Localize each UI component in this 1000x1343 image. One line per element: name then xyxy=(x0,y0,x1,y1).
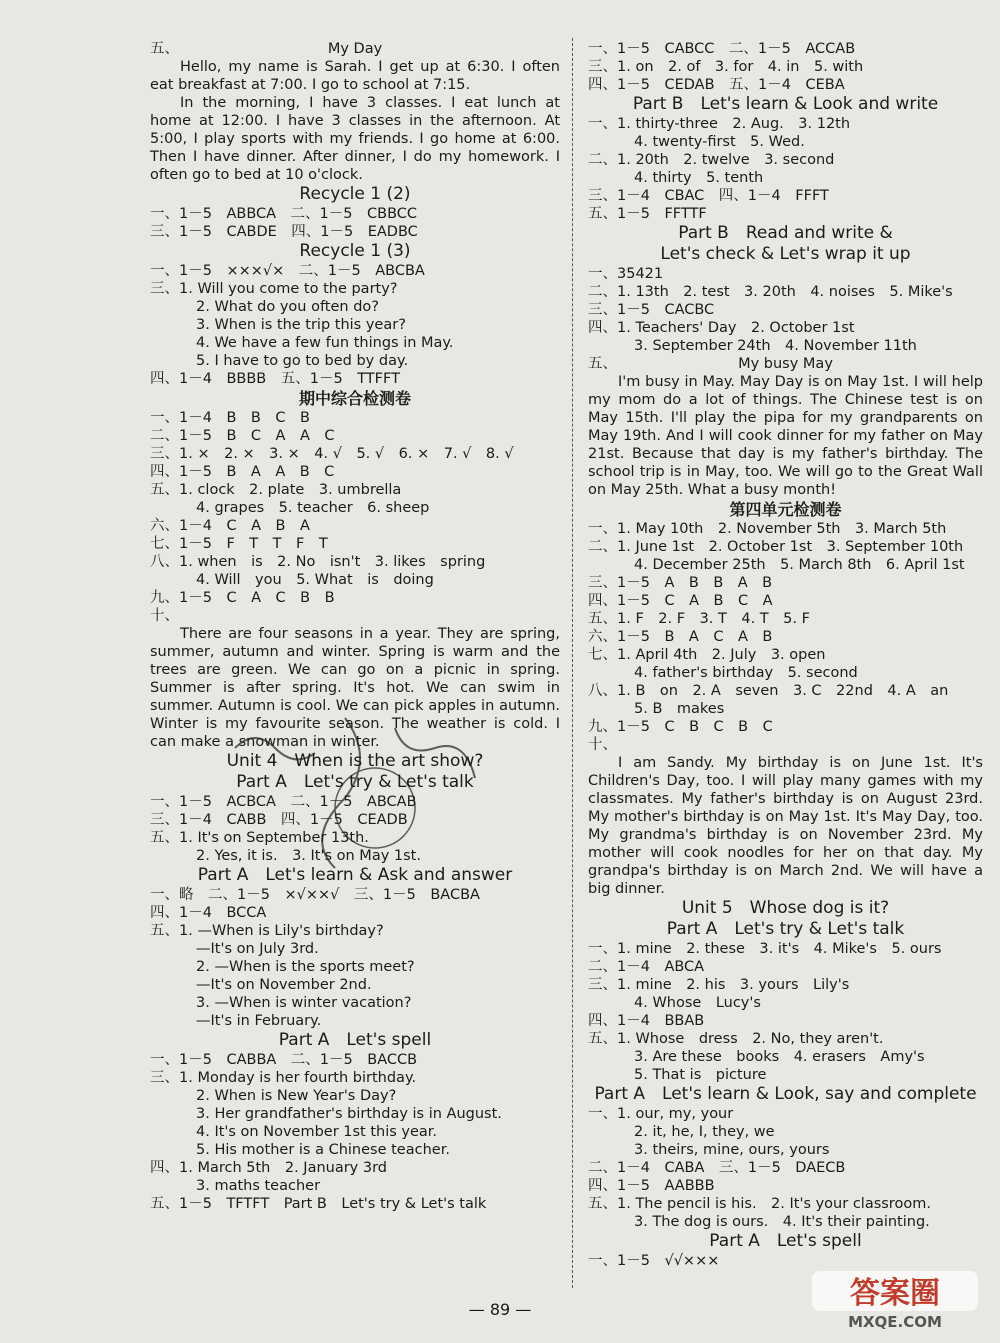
answer-line: 三、1. Monday is her fourth birthday. xyxy=(150,1070,417,1086)
left-column xyxy=(150,40,560,1213)
answer-line: —It's in February. xyxy=(196,1013,322,1029)
right-column xyxy=(588,40,983,1270)
answer-line: 一、1－5 ABBCA 二、1－5 CBBCC xyxy=(150,206,418,222)
answer-line: 4. December 25th 5. March 8th 6. April 1st xyxy=(634,557,965,573)
answer-line: 六、1－4 C A B A xyxy=(150,518,310,534)
answer-line: 3. September 24th 4. November 11th xyxy=(634,338,917,354)
page-number: — 89 — xyxy=(468,1300,532,1319)
answer-line: 三、1－5 CABDE 四、1－5 EADBC xyxy=(150,224,418,240)
answer-line: 四、1. March 5th 2. January 3rd xyxy=(150,1160,388,1176)
answer-line: 3. Her grandfather's birthday is in August. xyxy=(196,1106,502,1122)
logo-domain-text: MXQE.COM xyxy=(848,1313,942,1331)
section-heading: Part A Let's spell xyxy=(278,1030,432,1050)
answer-line: 2. Yes, it is. 3. It's on May 1st. xyxy=(196,848,421,864)
answer-line: 三、1. mine 2. his 3. yours Lily's xyxy=(588,977,850,993)
answer-line: 一、35421 xyxy=(588,266,664,282)
logo-cn-text: 答案圈 xyxy=(850,1276,940,1311)
answer-line: 5. I have to go to bed by day. xyxy=(196,353,409,369)
answer-line: 二、1. 20th 2. twelve 3. second xyxy=(588,152,835,168)
answer-line: 2. When is New Year's Day? xyxy=(196,1088,397,1104)
section-heading: Part A Let's try & Let's talk xyxy=(236,772,474,792)
answer-line: 3. theirs, mine, ours, yours xyxy=(634,1142,830,1158)
answer-line: 4. We have a few fun things in May. xyxy=(196,335,454,351)
answer-line: 五、1. clock 2. plate 3. umbrella xyxy=(150,482,402,498)
column-divider xyxy=(572,38,573,1288)
answer-line: 2. What do you often do? xyxy=(196,299,379,315)
answer-line: 三、1－4 CBAC 四、1－4 FFFT xyxy=(588,188,829,204)
answer-line: 一、1. thirty-three 2. Aug. 3. 12th xyxy=(588,116,851,132)
answer-line: 五、1－5 TFTFT Part B Let's try & Let's talk xyxy=(150,1196,487,1212)
section-title-row xyxy=(150,40,560,58)
answer-line: 3. The dog is ours. 4. It's their painting. xyxy=(634,1214,930,1230)
answer-line: 五、1. Whose dress 2. No, they aren't. xyxy=(588,1031,884,1047)
answer-line: 七、1－5 F T T F T xyxy=(150,536,328,552)
answer-line: 五、1. —When is Lily's birthday? xyxy=(150,923,384,939)
answer-line: 三、1. on 2. of 3. for 4. in 5. with xyxy=(588,59,864,75)
section-heading: Part A Let's spell xyxy=(709,1231,862,1251)
answer-line: 一、1－5 CABCC 二、1－5 ACCAB xyxy=(588,41,856,57)
answer-line: 一、1. our, my, your xyxy=(588,1106,734,1122)
answer-line: 五、1－5 FFTTF xyxy=(588,206,707,222)
answer-line: 二、1－5 B C A A C xyxy=(150,428,335,444)
answer-line: 三、1－4 CABB 四、1－5 CEADB xyxy=(150,812,408,828)
section-heading: 期中综合检测卷 xyxy=(298,389,411,408)
answer-line: 5. That is picture xyxy=(634,1067,767,1083)
answer-line: 八、1. B on 2. A seven 3. C 22nd 4. A an xyxy=(588,683,949,699)
section-heading: Part A Let's learn & Look, say and complete xyxy=(594,1084,977,1104)
answer-line: 一、略 二、1－5 ×√××√ 三、1－5 BACBA xyxy=(150,887,480,903)
section-heading: Unit 5 Whose dog is it? xyxy=(681,898,890,918)
answer-line: 一、1－5 ×××√× 二、1－5 ABCBA xyxy=(150,263,425,279)
answer-line: 四、1－5 CEDAB 五、1－4 CEBA xyxy=(588,77,845,93)
paragraph: I'm busy in May. May Day is on May 1st. I will help my mom do a lot of things. The Chinese test is on May 15th. I'll play the pipa for my grandparents on May 19th. And I will cook dinner for my father on May 21st. Because that day is my father's birthday. The school trip is in May, too. We will go to the Great Wall on May 25th. What a busy month! xyxy=(588,374,983,498)
answer-line: 5. His mother is a Chinese teacher. xyxy=(196,1142,450,1158)
answer-line: 二、1－4 ABCA xyxy=(588,959,705,975)
section-heading: Recycle 1 (2) xyxy=(299,184,411,204)
watermark-logo xyxy=(810,1269,980,1331)
answer-line: 四、1－4 BBBB 五、1－5 TTFFT xyxy=(150,371,400,387)
section-title-row xyxy=(150,607,560,625)
answer-line: 4. twenty-first 5. Wed. xyxy=(634,134,805,150)
answer-line: 五、1. It's on September 13th. xyxy=(150,830,369,846)
answer-line: 二、1. 13th 2. test 3. 20th 4. noises 5. Mike's xyxy=(588,284,953,300)
answer-line: 七、1. April 4th 2. July 3. open xyxy=(588,647,826,663)
answer-line: 3. Are these books 4. erasers Amy's xyxy=(634,1049,925,1065)
answer-line: 2. —When is the sports meet? xyxy=(196,959,415,975)
section-heading: Part B Read and write & xyxy=(678,223,893,243)
answer-line: 三、1－5 CACBC xyxy=(588,302,715,318)
answer-line: 2. it, he, I, they, we xyxy=(634,1124,775,1140)
answer-line: 一、1－5 ACBCA 二、1－5 ABCAB xyxy=(150,794,417,810)
answer-line: 二、1. June 1st 2. October 1st 3. September 10th xyxy=(588,539,964,555)
section-heading: Part A Let's try & Let's talk xyxy=(666,919,905,939)
answer-line: 四、1－4 BCCA xyxy=(150,905,267,921)
section-title-row xyxy=(588,355,983,373)
answer-line: 3. When is the trip this year? xyxy=(196,317,406,333)
section-heading: Part B Let's learn & Look and write xyxy=(632,94,939,114)
answer-line: 四、1－5 B A A B C xyxy=(150,464,335,480)
section-title: My Day xyxy=(327,41,383,57)
answer-line: 四、1－4 BBAB xyxy=(588,1013,705,1029)
answer-line: 3. maths teacher xyxy=(196,1178,321,1194)
answer-line: —It's on July 3rd. xyxy=(196,941,319,957)
answer-line: 3. —When is winter vacation? xyxy=(196,995,412,1011)
section-heading: Recycle 1 (3) xyxy=(299,241,411,261)
answer-line: 4. Whose Lucy's xyxy=(634,995,761,1011)
answer-line: 4. Will you 5. What is doing xyxy=(196,572,434,588)
answer-line: 一、1－5 √√××× xyxy=(588,1253,720,1269)
paragraph: In the morning, I have 3 classes. I eat lunch at home at 12:00. I have 3 classes in the afternoon. At 5:00, I play sports with my friends. I go home at 6:00. Then I have dinner. After dinner, I do my homework. I often go to bed at 10 o'clock. xyxy=(150,95,560,183)
paragraph: I am Sandy. My birthday is on June 1st. It's Children's Day, too. I will play many games with my classmates. My father's birthday is on August 23rd. My mother's birthday is on May 1st. It's May Day, too. My grandma's birthday is on November 23rd. My mother will cook noodles for her on that day. My grandpa's birthday is on March 2nd. We will have a big dinner. xyxy=(588,755,983,897)
section-heading: Part A Let's learn & Ask and answer xyxy=(197,865,513,885)
answer-line: 九、1－5 C B C B C xyxy=(588,719,773,735)
paragraph: There are four seasons in a year. They are spring, summer, autumn and winter. Spring is warm and the trees are green. We can go on a picnic in spring. Summer is after spring. It's hot. We can swim in summer. Autumn is cool. We can pick apples in autumn. Winter is my favourite season. The weather is cold. I can make a snowman in winter. xyxy=(150,626,560,750)
answer-line: 5. B makes xyxy=(634,701,725,717)
answer-line: 四、1. Teachers' Day 2. October 1st xyxy=(588,320,855,336)
section-title-row xyxy=(588,736,983,754)
answer-line: 二、1－4 CABA 三、1－5 DAECB xyxy=(588,1160,846,1176)
answer-line: 四、1－5 AABBB xyxy=(588,1178,715,1194)
section-number: 五、 xyxy=(150,41,179,57)
answer-line: 一、1. May 10th 2. November 5th 3. March 5th xyxy=(588,521,947,537)
answer-line: —It's on November 2nd. xyxy=(196,977,372,993)
answer-line: 三、1. Will you come to the party? xyxy=(150,281,398,297)
answer-line: 4. thirty 5. tenth xyxy=(634,170,764,186)
answer-line: 一、1. mine 2. these 3. it's 4. Mike's 5. ours xyxy=(588,941,942,957)
section-number: 十、 xyxy=(150,608,179,624)
section-number: 五、 xyxy=(588,356,617,372)
answer-line: 4. grapes 5. teacher 6. sheep xyxy=(196,500,430,516)
answer-line: 四、1－5 C A B C A xyxy=(588,593,773,609)
answer-line: 三、1－5 A B B A B xyxy=(588,575,773,591)
answer-line: 六、1－5 B A C A B xyxy=(588,629,773,645)
handwritten-watermark xyxy=(225,698,525,878)
section-heading: Let's check & Let's wrap it up xyxy=(660,244,911,264)
answer-line: 五、1. The pencil is his. 2. It's your classroom. xyxy=(588,1196,931,1212)
section-number: 十、 xyxy=(588,737,617,753)
answer-line: 三、1. × 2. × 3. × 4. √ 5. √ 6. × 7. √ 8. √ xyxy=(150,446,514,462)
answer-line: 一、1－4 B B C B xyxy=(150,410,310,426)
section-title: My busy May xyxy=(738,356,833,372)
answer-line: 4. It's on November 1st this year. xyxy=(196,1124,438,1140)
answer-line: 八、1. when is 2. No isn't 3. likes spring xyxy=(150,554,486,570)
answer-line: 4. father's birthday 5. second xyxy=(634,665,858,681)
answer-line: 一、1－5 CABBA 二、1－5 BACCB xyxy=(150,1052,418,1068)
answer-line: 五、1. F 2. F 3. T 4. T 5. F xyxy=(588,611,810,627)
paragraph: Hello, my name is Sarah. I get up at 6:30. I often eat breakfast at 7:00. I go to school at 7:15. xyxy=(150,59,560,93)
answer-line: 九、1－5 C A C B B xyxy=(150,590,335,606)
section-heading: Unit 4 When is the art show? xyxy=(226,751,484,771)
section-heading: 第四单元检测卷 xyxy=(729,500,842,519)
